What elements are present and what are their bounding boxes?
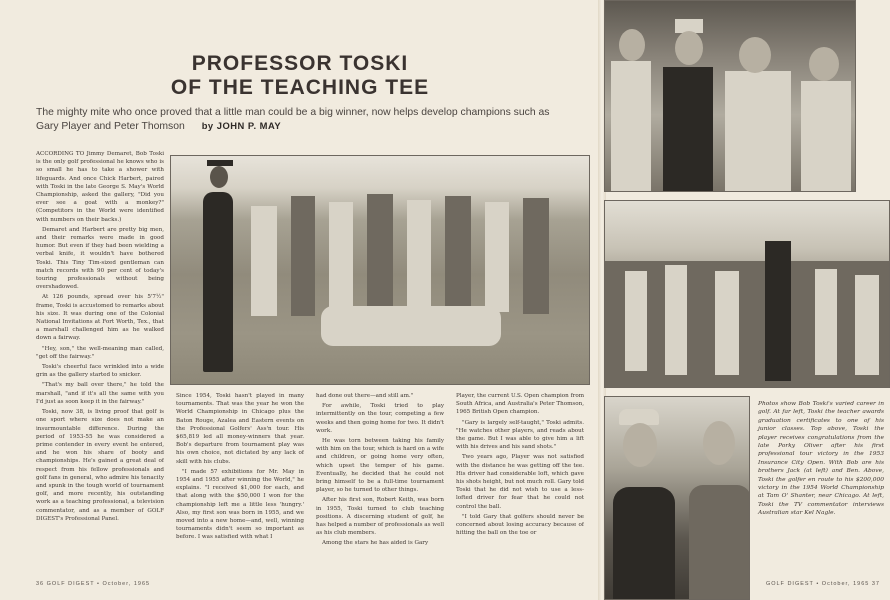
paragraph: "I made 57 exhibitions for Mr. May in 1954 and 1955 after winning the World," he explains. "I received $1,000 for each, and that along with the $50,000 I won for the championship left me a little less 'hungry.' Also, my first son was born in 1955, and we moved into a new home—and, well, winning tournaments didn't seem so important as before. I was satisfied with what I [176,468,304,541]
paragraph: Demaret and Harbert are pretty big men, and their remarks were made in good humor. But even if they had been wielding a verbal knife, it wouldn't have bothered Toski. This Tiny Tim-sized gentleman can match records with 90 per cent of today's touring professionals without being overshadowed. [36,226,164,291]
paragraph: ACCORDING TO Jimmy Demaret, Bob Toski is the only golf professional he knows who is so small he has to take a shower with lifeguards. And once Chick Harbert, paired with Toski in the late George S. May's World Championship, asked the gallery, "Did you ever see a goat with a monkey?" (Competitors in the World were identified with numbers on their backs.) [36,151,164,223]
kel-nagle-head [623,423,657,467]
toski-commentator-head [703,421,735,465]
spectator-3 [715,271,739,375]
toski-commentator-figure [689,485,750,600]
paragraph: Player, the current U.S. Open champion from South Africa, and Australia's Peter Thomson, 1965 British Open champion. [456,393,584,416]
child-figure-6 [445,196,471,312]
paragraph: Toski, now 38, is living proof that golf is one sport where size does not make an insurmountable difference. During the period of 1953-55 he was considered a prime contender in every event he entered, and he won his share of booty and championships. He's gained a great deal of respect from his fellow professionals and golf fans in general, who admire his tenacity and spunk in the tough world of tournament golf, and more recently, his outstanding work as a teaching professional, a television commentator, and as a member of GOLF DIGEST's Professional Panel. [36,409,164,522]
spectator-5 [855,275,879,375]
article-column-3 [316,392,444,582]
teacher-head [210,166,228,188]
photo-caption: Photos show Bob Toski's varied career in golf. At far left, Toski the teacher awards graduation certificates to one of his junior classes. Top above, Toski the player receives congratulations from the late Porky Oliver after his first professional tour victory in the 1953 Insurance City Open. With Bob are his brothers Jack (at left) and Ben. Above, Toski the golfer en route to his $200,000 victory in the 1954 World Championship at Tam O' Shanter, near Chicago. At left, Toski the TV commentator interviews Australian star Kel Nagle. [758,401,884,517]
brother-jack-head [619,29,645,61]
paragraph: had done out there—and still am." [316,393,414,399]
kel-nagle-figure [613,487,675,600]
child-figure-7 [485,202,509,312]
paragraph: Among the stars he has aided is Gary [322,540,429,547]
article-title [150,52,450,100]
graduate-gown-figure [203,192,233,372]
spectator-1 [625,271,647,371]
article-deck [36,106,561,133]
paragraph: Since 1954, Toski hasn't played in many tournaments. That was the year he won the World Championship in Chicago plus the Baton Rouge, Azalea and Eastern events on the Professional Golfers' Ass'n tour. His $65,819 led all money-winners that year. Bob's departure from tournament play was his own choice, not dictated by any lack of skill with his clubs. [176,393,304,465]
gallery-crowd [605,261,890,388]
seated-children [321,306,501,346]
toski-figure [663,67,713,192]
child-figure-2 [291,196,315,316]
porky-oliver-head [739,37,771,73]
paragraph: He was torn between taking his family with him on the tour, which is hard on a wife and children, or going home very often, which upset the temper of his game. Eventually, he decided that he could not bring himself to be a full-time tournament player, so he turned to other things. [316,438,444,494]
child-figure-8 [523,198,549,314]
paragraph: "Hey, son," the well-meaning man called, "get off the fairway." [36,345,164,360]
brother-ben-head [809,47,839,81]
article-column-1 [36,150,164,578]
brother-ben-figure [801,81,851,192]
spectator-2 [665,265,687,375]
photo-congratulations [604,0,856,192]
photo-tv-interview [604,396,750,600]
paragraph: For awhile, Toski tried to play intermittently on the tour, competing a few weeks and then going home for two. It didn't work. [316,403,444,434]
paragraph: "Gary is largely self-taught," Toski admits. "He watches other players, and reads about the game. But I was able to give him a lift with his drives and his sand shots." [456,419,584,451]
deck-text: The mighty mite who once proved that a little man could be a big winner, now helps develop champions such as Gary Player and Peter Thomson [36,107,550,132]
article-column-4 [456,392,584,582]
porky-oliver-figure [725,71,791,192]
folio-left: 36 GOLF DIGEST • October, 1965 [36,581,151,587]
paragraph: After his first son, Robert Keith, was born in 1955, Toski turned to club teaching positions. A discerning student of golf, he has helped a number of professionals as well as his club members. [316,497,444,537]
title-line-1: PROFESSOR TOSKI [191,52,409,75]
paragraph: At 126 pounds, spread over his 5'7½" frame, Toski is accustomed to remarks about his size. It was during one of the Colonial National Invitations at Fort Worth, Tex., that a marshall challenged him as he walked down a fairway. [36,294,164,342]
byline: by JOHN P. MAY [201,120,282,131]
article-column-2 [176,392,304,582]
photo-gallery-swing [604,200,890,388]
toski-swinging-figure [765,241,791,381]
title-line-2: OF THE TEACHING TEE [170,76,430,99]
child-figure-3 [329,202,353,312]
toski-head [675,31,703,65]
brother-jack-figure [611,61,651,192]
paragraph: "I told Gary that golfers should never be concerned about losing accuracy because of hitting the ball on the toe or [456,513,584,537]
child-figure-4 [367,194,393,314]
child-figure-5 [407,200,431,310]
photo-graduation-class [170,155,590,385]
paragraph: "That's my ball over there," he told the marshall, "and if it's all the same with you I'd just as soon keep it in the fairway." [36,382,164,405]
paragraph: Two years ago, Player was not satisfied with the distance he was getting off the tee. His driver had considerable loft, which gave his shots height, but not much roll. Gary told Toski that he did not wish to use a less-lofted driver for fear that he could not control the ball. [456,454,584,510]
spectator-4 [815,269,837,375]
folio-right: GOLF DIGEST • October, 1965 37 [765,581,880,587]
paragraph: Toski's cheerful face wrinkled into a wide grin as the gallery started to snicker. [36,364,164,379]
child-figure-1 [251,206,277,316]
